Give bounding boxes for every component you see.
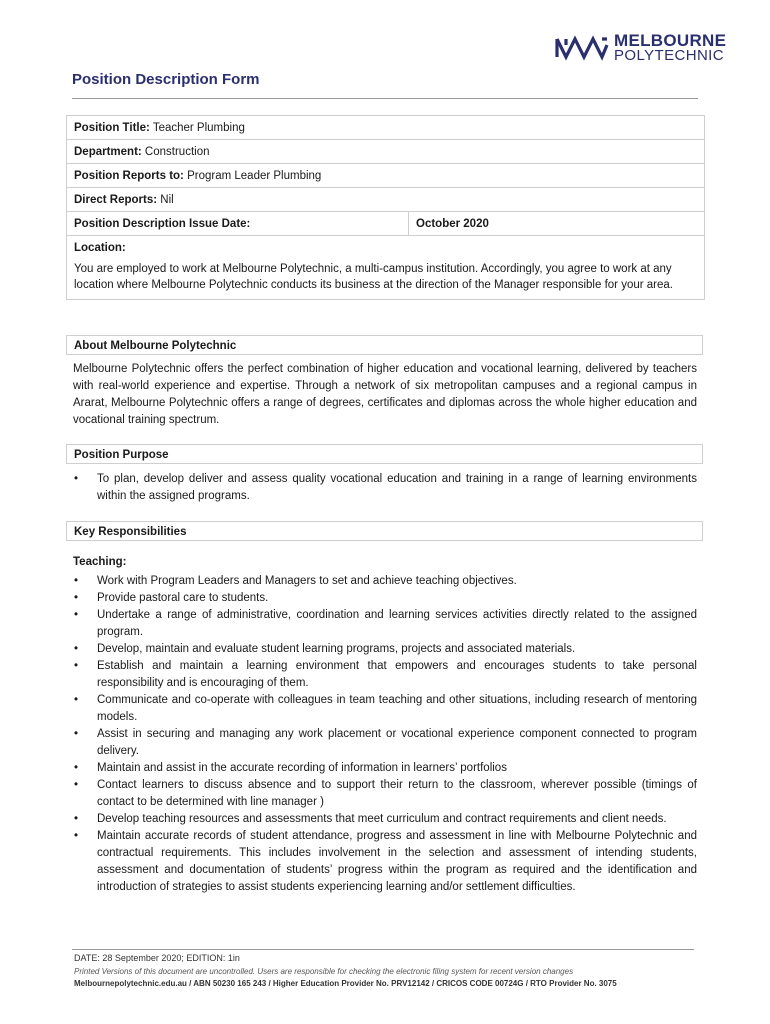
reports-to-cell bbox=[67, 164, 705, 188]
list-item: • Provide pastoral care to students. bbox=[73, 590, 697, 607]
list-item: • Maintain and assist in the accurate recording of information in learners’ portfolios bbox=[73, 760, 697, 777]
footer-disclaimer: Printed Versions of this document are uncontrolled. Users are responsible for checking the electronic filing system for recent version changes bbox=[74, 967, 574, 976]
issue-date-value: October 2020 bbox=[416, 217, 489, 230]
position-title-cell bbox=[67, 116, 705, 140]
list-item: • Develop teaching resources and assessments that meet curriculum and contract requirements and client needs. bbox=[73, 811, 697, 828]
logo-line2: POLYTECHNIC bbox=[614, 47, 724, 64]
title-divider bbox=[72, 98, 698, 99]
footer-date-edition: DATE: 28 September 2020; EDITION: 1in bbox=[74, 953, 240, 963]
footer-provider-line: Melbournepolytechnic.edu.au / ABN 50230 165 243 / Higher Education Provider No. PRV12142 / CRICOS CODE 00724G / RTO Provider No. 3075 bbox=[74, 979, 617, 988]
location-text: You are employed to work at Melbourne Polytechnic, a multi-campus institution. Accordingly, you agree to work at any location where Melbourne Polytechnic conducts its business at the direction of the Manager responsible for your area. bbox=[74, 262, 673, 291]
department-value: Construction bbox=[141, 145, 210, 158]
list-item: • Maintain accurate records of student attendance, progress and assessment in line with Melbourne Polytechnic and contractual requirements. This includes involvement in the selection and assessment of intending students, assessment and documentation of students’ progress within the program as required and the identification and introduction of strategies to assist students experiencing learning and/or settlement difficulties. bbox=[73, 828, 697, 896]
issue-date-value-cell bbox=[409, 212, 705, 236]
department-label: Department: bbox=[74, 145, 142, 158]
direct-reports-value: Nil bbox=[157, 193, 174, 206]
list-item: • Communicate and co-operate with colleagues in team teaching and other situations, including research of mentoring models. bbox=[73, 692, 697, 726]
about-heading: About Melbourne Polytechnic bbox=[66, 335, 703, 355]
logo-mark-icon bbox=[554, 31, 610, 65]
key-responsibilities-heading: Key Responsibilities bbox=[66, 521, 703, 541]
issue-date-label-cell bbox=[67, 212, 409, 236]
reports-to-label: Position Reports to: bbox=[74, 169, 184, 182]
teaching-label: Teaching: bbox=[73, 556, 127, 568]
responsibilities-list bbox=[73, 573, 697, 896]
list-item: • To plan, develop deliver and assess quality vocational education and training in a range of learning environments within the assigned programs. bbox=[73, 471, 697, 505]
list-item: • Assist in securing and managing any work placement or vocational experience component connected to program delivery. bbox=[73, 726, 697, 760]
list-item: • Work with Program Leaders and Managers to set and achieve teaching objectives. bbox=[73, 573, 697, 590]
position-purpose-heading: Position Purpose bbox=[66, 444, 703, 464]
list-item: • Contact learners to discuss absence and to support their return to the classroom, wherever possible (timings of contact to be determined with line manager ) bbox=[73, 777, 697, 811]
page-title: Position Description Form bbox=[72, 71, 260, 88]
melbourne-polytechnic-logo bbox=[554, 28, 734, 68]
logo-line1: MELBOURNE bbox=[614, 31, 727, 50]
reports-to-value: Program Leader Plumbing bbox=[183, 169, 322, 182]
list-item: • Establish and maintain a learning environment that empowers and encourages students to take personal responsibility and is encouraging of them. bbox=[73, 658, 697, 692]
about-text: Melbourne Polytechnic offers the perfect combination of higher education and vocational learning, delivered by teachers with real-world experience and expertise. Through a network of six metropolitan campuses and a regional campus in Ararat, Melbourne Polytechnic offers a range of degrees, certificates and diplomas across the whole higher education and vocational training spectrum. bbox=[73, 363, 697, 426]
direct-reports-cell bbox=[67, 188, 705, 212]
purpose-list bbox=[73, 471, 697, 505]
position-title-label: Position Title: bbox=[74, 121, 150, 134]
list-item: • Develop, maintain and evaluate student learning programs, projects and associated materials. bbox=[73, 641, 697, 658]
location-label: Location: bbox=[74, 242, 126, 254]
issue-date-label: Position Description Issue Date: bbox=[74, 217, 251, 230]
list-item: • Undertake a range of administrative, coordination and learning services activities directly related to the assigned program. bbox=[73, 607, 697, 641]
location-cell bbox=[67, 236, 705, 300]
position-info-table bbox=[66, 115, 705, 300]
position-title-value: Teacher Plumbing bbox=[149, 121, 245, 134]
direct-reports-label: Direct Reports: bbox=[74, 193, 158, 206]
department-cell bbox=[67, 140, 705, 164]
footer-divider bbox=[72, 949, 694, 950]
